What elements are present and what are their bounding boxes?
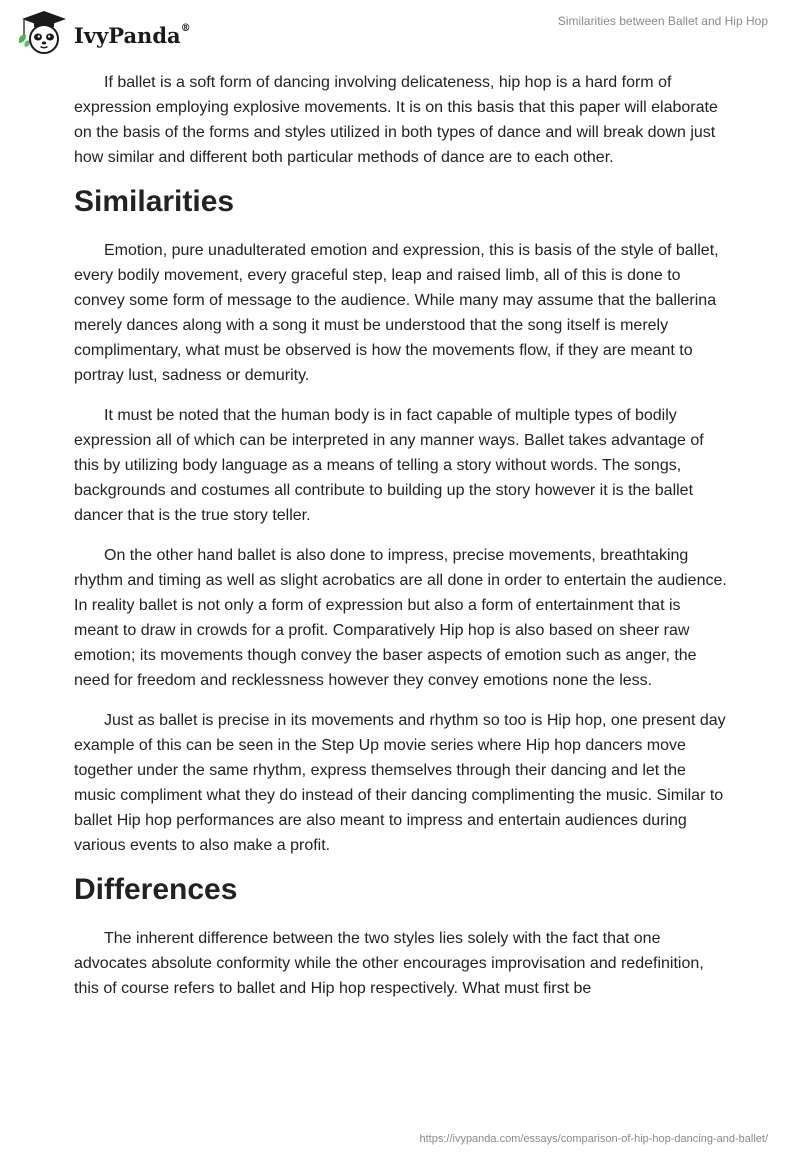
similarities-paragraph-4: Just as ballet is precise in its movements and rhythm so too is Hip hop, one present day example of this can be seen in the Step Up movie series where Hip hop dancers move together under the same rhythm, express themselves through their dancing and let the music compliment what they do instead of their dancing complimenting the music. Similar to ballet Hip hop performances are also meant to impress and entertain audiences during various events to also make a profit. bbox=[74, 712, 726, 854]
logo-text: IvyPanda® bbox=[74, 22, 191, 48]
page-header bbox=[0, 0, 800, 60]
similarities-paragraph-1: Emotion, pure unadulterated emotion and expression, this is basis of the style of ballet, every bodily movement, every graceful step, leap and raised limb, all of this is done to convey some form of message to the audience. While many may assume that the ballerina merely dances along with a song it must be understood that the song itself is merely complimentary, what must be observed is how the movements flow, if they are meant to portray lust, sadness or demurity. bbox=[74, 242, 719, 384]
document-title: Similarities between Ballet and Hip Hop bbox=[557, 14, 768, 28]
intro-paragraph: If ballet is a soft form of dancing involving delicateness, hip hop is a hard form of expression employing explosive movements. It is on this basis that this paper will elaborate on the basis of the forms and styles utilized in both types of dance and will break down just how similar and different both particular methods of dance are to each other. bbox=[74, 74, 718, 166]
registered-mark: ® bbox=[180, 22, 191, 34]
essay-body bbox=[74, 70, 728, 1016]
similarities-heading: Similarities bbox=[74, 185, 235, 218]
differences-heading: Differences bbox=[74, 873, 238, 906]
source-url[interactable]: https://ivypanda.com/essays/comparison-of-hip-hop-dancing-and-ballet/ bbox=[419, 1133, 768, 1145]
ivypanda-logo[interactable] bbox=[14, 9, 214, 57]
differences-paragraph-1: The inherent difference between the two styles lies solely with the fact that one advocates absolute conformity while the other encourages improvisation and redefinition, this of course refers to ballet and Hip hop respectively. What must first be bbox=[74, 930, 704, 997]
panda-graduation-cap-icon bbox=[14, 9, 72, 57]
similarities-paragraph-3: On the other hand ballet is also done to impress, precise movements, breathtaking rhythm and timing as well as slight acrobatics are all done in order to entertain the audience. In reality ballet is not only a form of expression but also a form of entertainment that is meant to draw in crowds for a profit. Comparatively Hip hop is also based on sheer raw emotion; its movements though convey the baser aspects of emotion such as anger, the need for freedom and recklessness however they convey emotions none the less. bbox=[74, 547, 727, 689]
similarities-paragraph-2: It must be noted that the human body is in fact capable of multiple types of bodily expression all of which can be interpreted in any manner ways. Ballet takes advantage of this by utilizing body language as a means of telling a story without words. The songs, backgrounds and costumes all contribute to building up the story however it is the ballet dancer that is the true story teller. bbox=[74, 407, 704, 524]
